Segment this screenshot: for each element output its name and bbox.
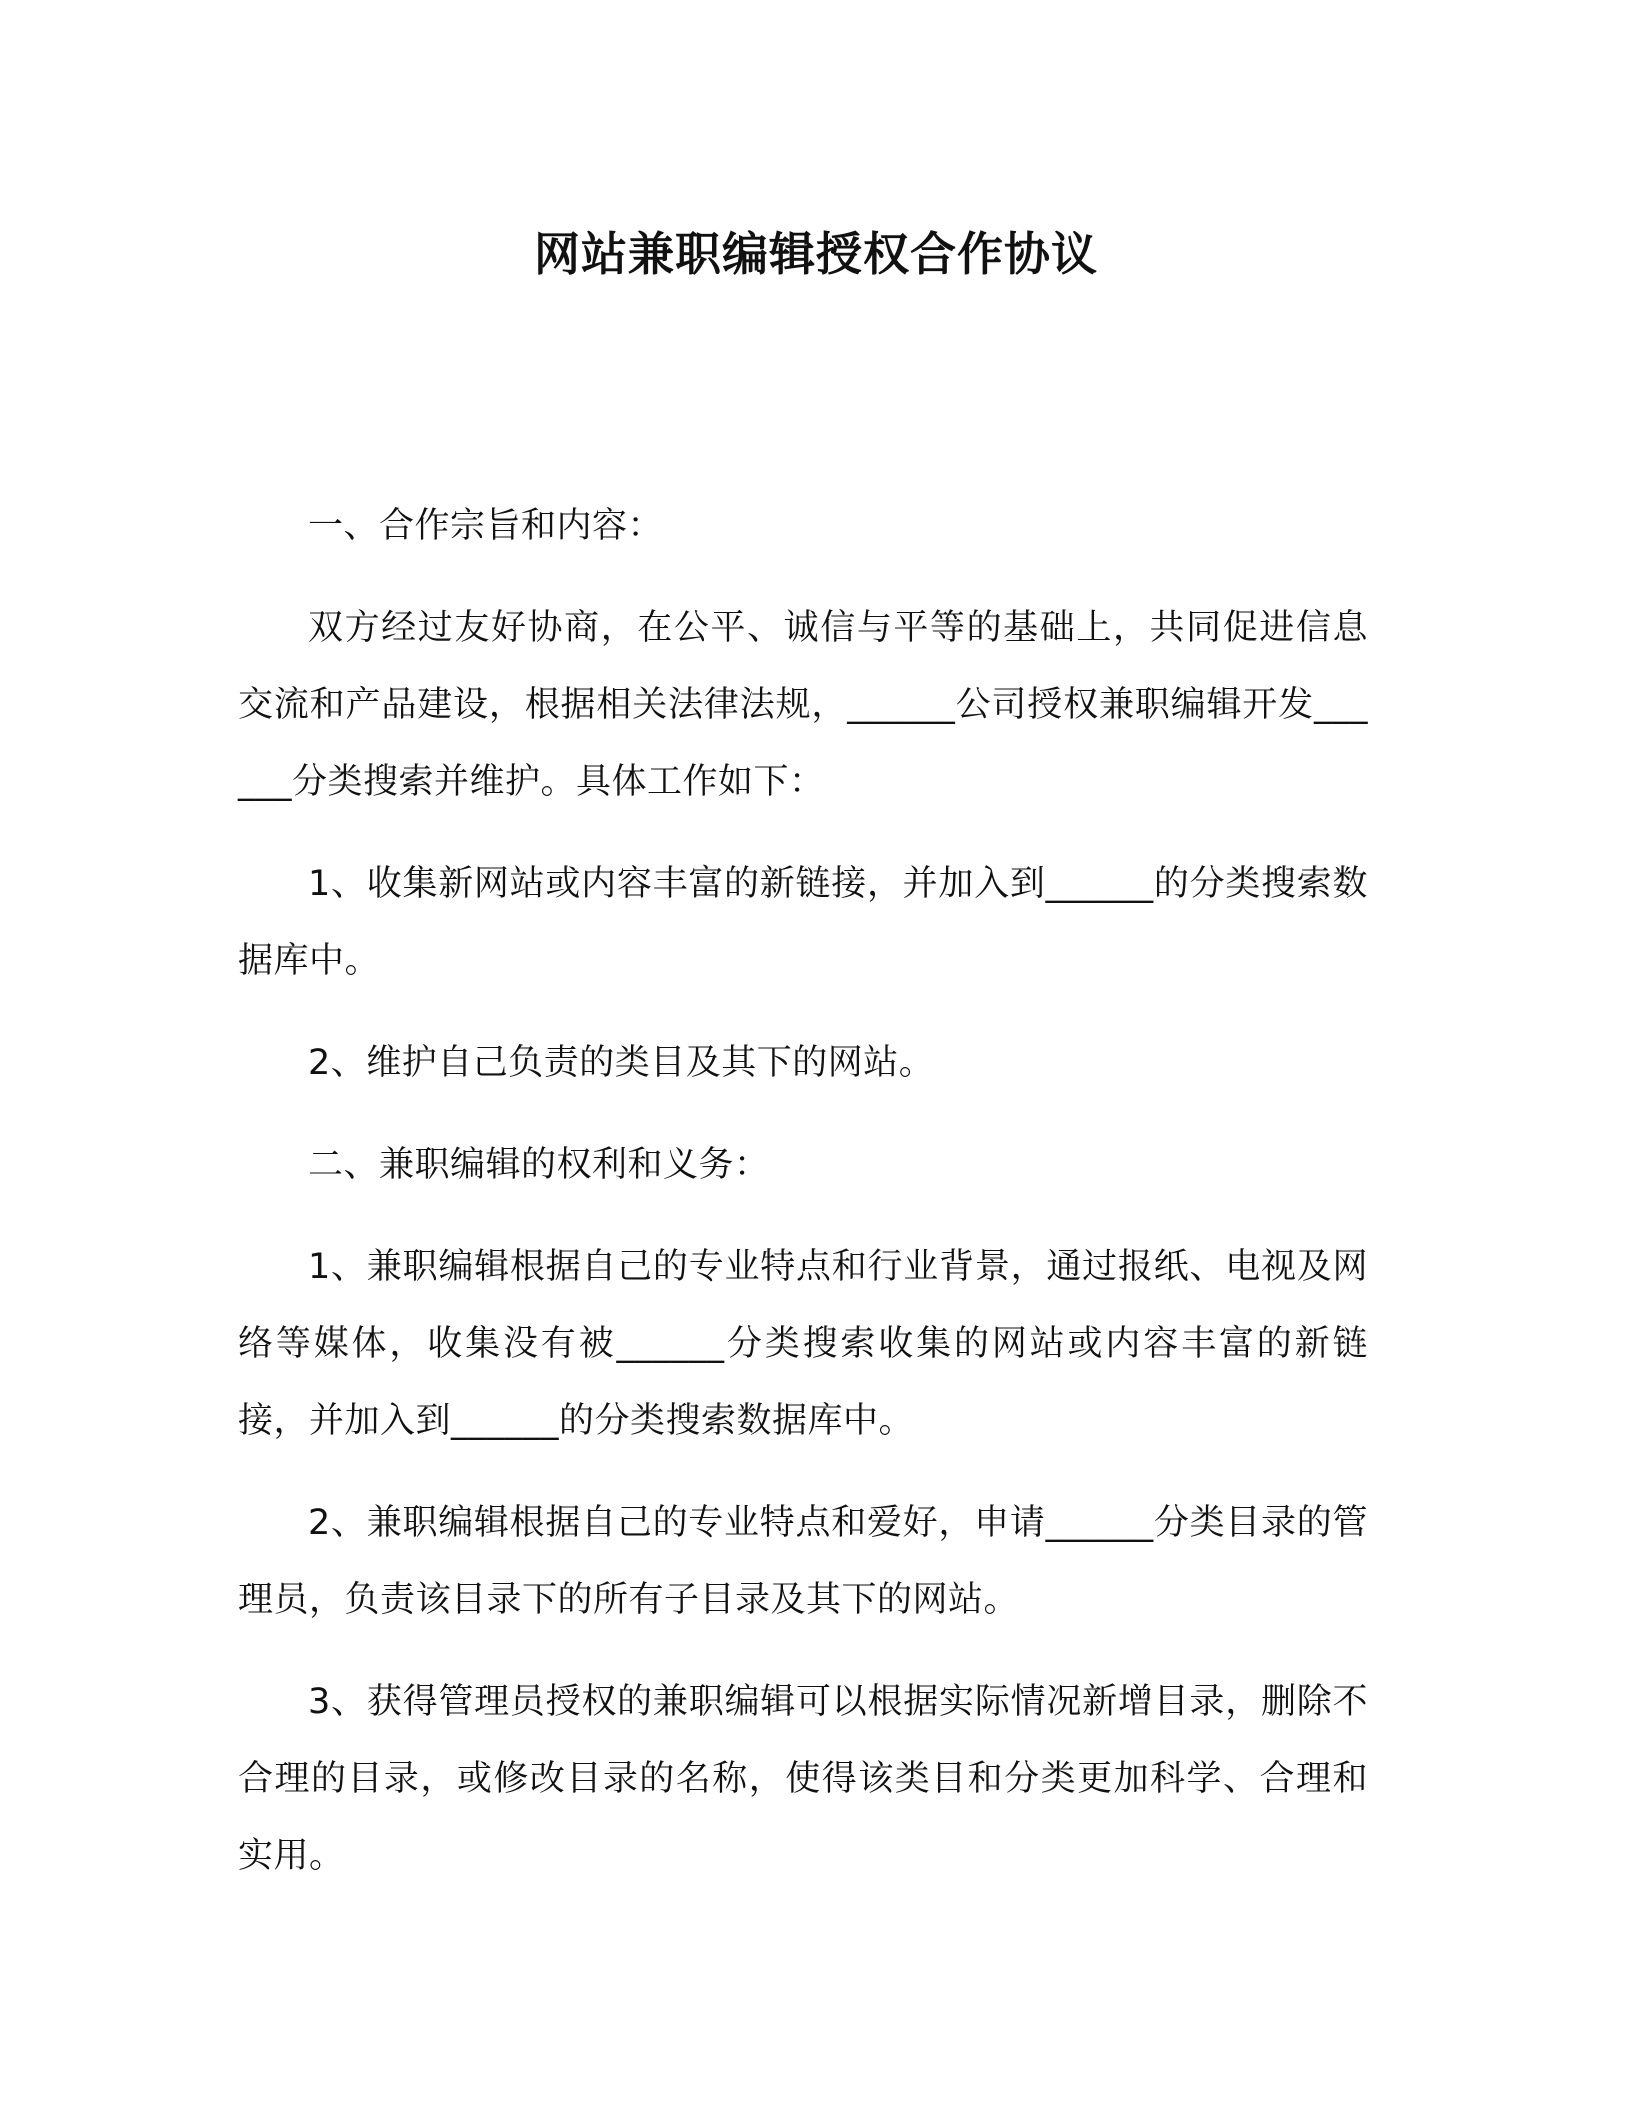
- work-item-2: 2、维护自己负责的类目及其下的网站。: [308, 1043, 935, 1083]
- rights-item-2: 2、兼职编辑根据自己的专业特点和爱好，申请______分类目录的管理员，负责该目录下的所有子目录及其下的网站。: [238, 1503, 1368, 1620]
- document-title: 网站兼职编辑授权合作协议: [534, 227, 1098, 281]
- section-heading-2: 二、兼职编辑的权利和义务：: [308, 1145, 770, 1185]
- rights-item-3: 3、获得管理员授权的兼职编辑可以根据实际情况新增目录，删除不合理的目录，或修改目录的名称，使得该类目和分类更加科学、合理和实用。: [238, 1682, 1368, 1876]
- document-body: [238, 488, 1368, 1920]
- intro-paragraph: 双方经过友好协商，在公平、诚信与平等的基础上，共同促进信息交流和产品建设，根据相关法律法规，______公司授权兼职编辑开发______分类搜索并维护。具体工作如下：: [238, 608, 1368, 802]
- section-heading-1: 一、合作宗旨和内容：: [308, 506, 664, 546]
- work-item-1: 1、收集新网站或内容丰富的新链接，并加入到______的分类搜索数据库中。: [238, 864, 1368, 981]
- rights-item-1: 1、兼职编辑根据自己的专业特点和行业背景，通过报纸、电视及网络等媒体，收集没有被______分类搜索收集的网站或内容丰富的新链接，并加入到______的分类搜索数据库中。: [238, 1247, 1368, 1441]
